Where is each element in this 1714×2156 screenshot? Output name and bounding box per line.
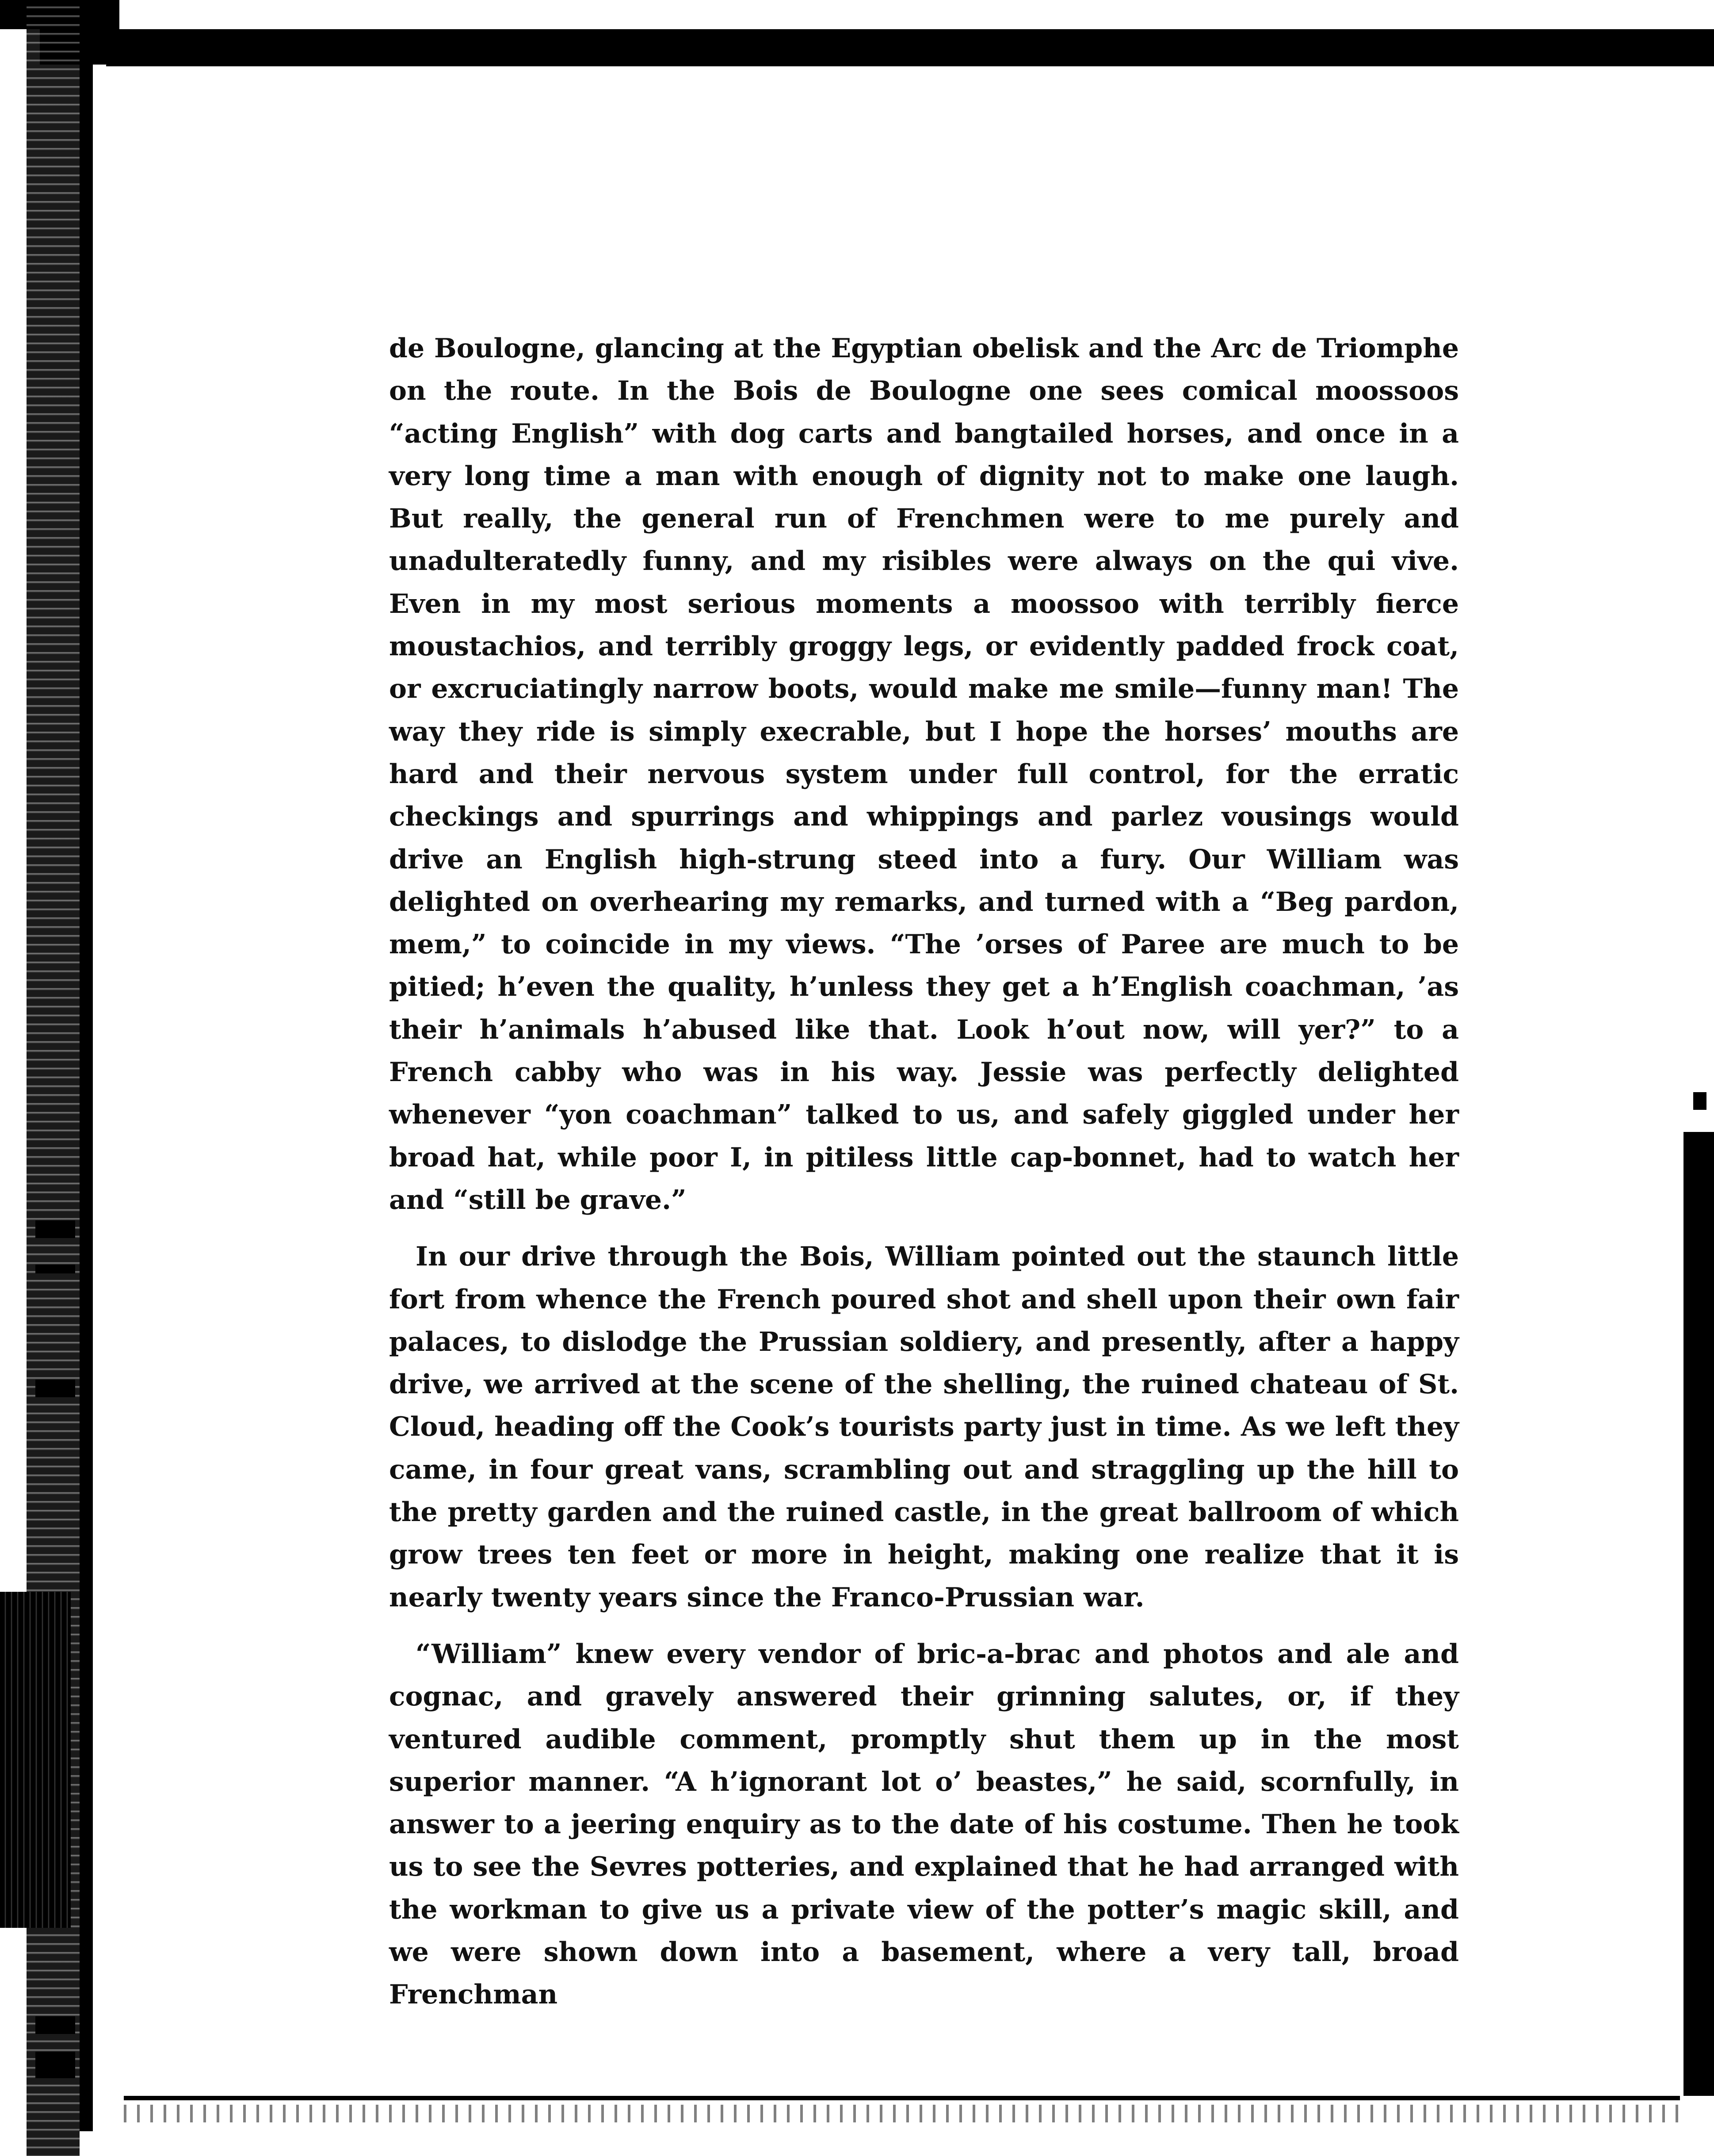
page-body	[389, 327, 1459, 2030]
scan-artifact-mark	[35, 1265, 75, 1273]
scan-artifact-right-mark	[1693, 1092, 1706, 1110]
scan-artifact-right-bar	[1683, 1132, 1714, 2096]
scan-artifact-mark	[35, 1380, 75, 1397]
scan-artifact-bottom-line	[124, 2096, 1680, 2100]
scan-artifact-mark	[35, 2016, 75, 2034]
scan-artifact-left-edge	[80, 53, 93, 2131]
paragraph-2: In our drive through the Bois, William pointed out the staunch little fort from whence the French poured shot and shell upon their own fair palaces, to dislodge the Prussian soldiery, and presently, after a happy drive, we arrived at the scene of the shelling, the ruined chateau of St. Cloud, heading off the Cook’s tourists party just in time. As we left they came, in four great vans, scrambling out and straggling up the hill to the pretty garden and the ruined castle, in the great ballroom of which grow trees ten feet or more in height, making one realize that it is nearly twenty years since the Franco-Prussian war.	[389, 1241, 1459, 1613]
scan-artifact-mark	[35, 2052, 75, 2078]
scan-artifact-bottom-noise	[124, 2105, 1680, 2122]
scan-artifact-left-lower	[0, 1592, 71, 1928]
scan-artifact-mark	[35, 1220, 75, 1238]
scan-artifact-top-edge	[106, 53, 1714, 66]
paragraph-3: “William” knew every vendor of bric-a-brac and photos and ale and cognac, and gravely answered their grinning salutes, or, if they ventured audible comment, promptly shut them up in the most superior manner. “A h’ignorant lot o’ beastes,” he said, scornfully, in answer to a jeering enquiry as to the date of his costume. Then he took us to see the Sevres potteries, and explained that he had arranged with the workman to give us a private view of the potter’s magic skill, and we were shown down into a basement, where a very tall, broad Frenchman	[389, 1638, 1459, 2011]
paragraph-1: de Boulogne, glancing at the Egyptian obelisk and the Arc de Triomphe on the route. In the Bois de Boulogne one sees comical moossoos “acting English” with dog carts and bangtailed horses, and once in a very long time a man with enough of dignity not to make one laugh. But really, the general run of Frenchmen were to me purely and unadulteratedly funny, and my risibles were always on the qui vive. Even in my most serious moments a moossoo with terribly fierce moustachios, and terribly groggy legs, or evidently padded frock coat, or excruciatingly narrow boots, would make me smile—funny man! The way they ride is simply execrable, but I hope the horses’ mouths are hard and their nervous system under full control, for the erratic checkings and spurrings and whippings and parlez vousings would drive an English high-strung steed into a fury. Our William was delighted on overhearing my remarks, and turned with a “Beg pardon, mem,” to coincide in my views. “The ’orses of Paree are much to be pitied; h’even the quality, h’unless they get a h’English coachman, ’as their h’animals h’abused like that. Look h’out now, will yer?” to a French cabby who was in his way. Jessie was perfectly delighted whenever “yon coachman” talked to us, and safely giggled under her broad hat, while poor I, in pitiless little cap-bonnet, had to watch her and “still be grave.”	[389, 333, 1459, 1216]
